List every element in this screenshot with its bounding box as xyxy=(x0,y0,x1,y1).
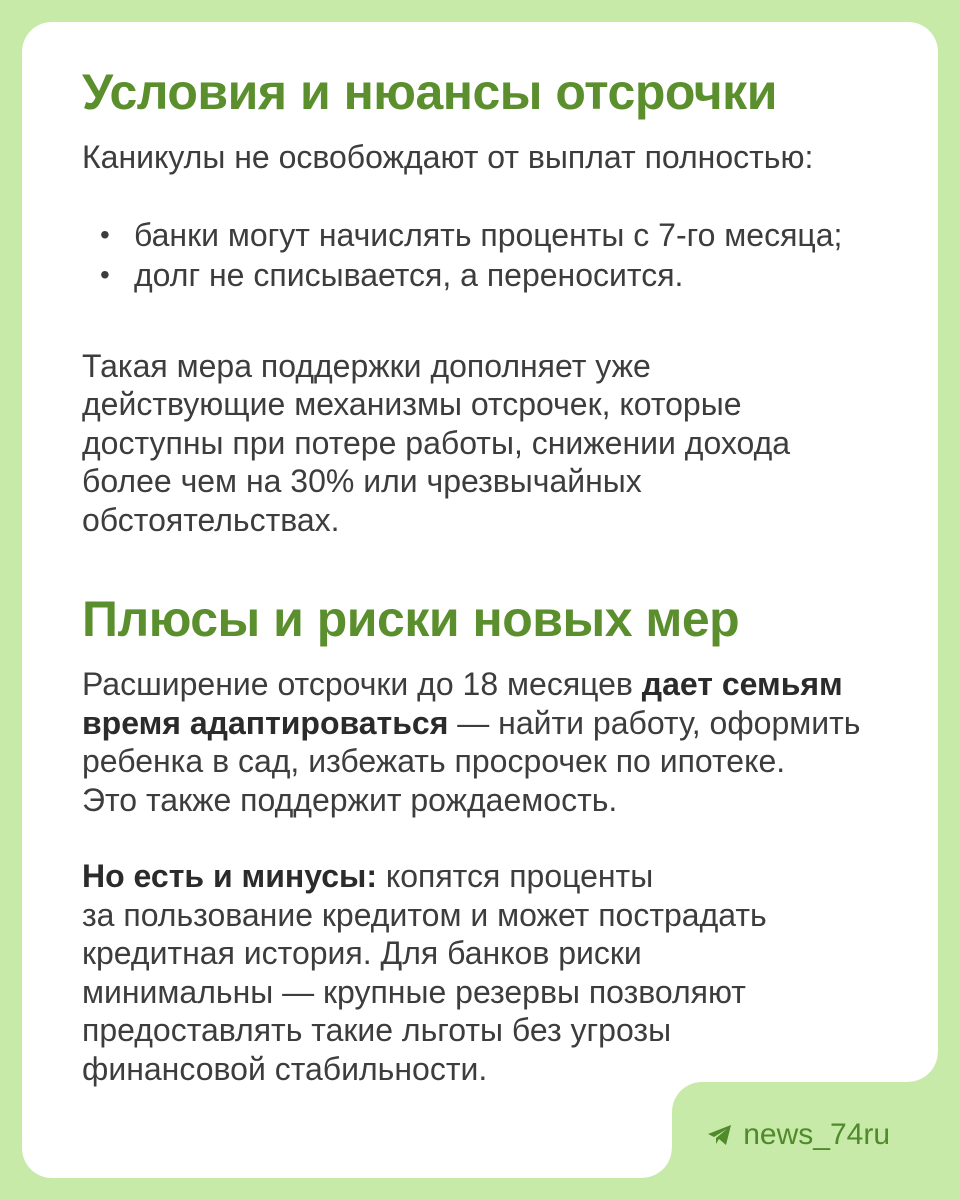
content-card xyxy=(22,22,938,1178)
article-content xyxy=(82,62,942,1088)
pros-paragraph: Расширение отсрочки до 18 месяцев дает семьям время адаптироваться — найти работу, оформить ребенка в сад, избежать просрочек по ипотеке. Это также поддержит рождаемость. xyxy=(82,666,861,818)
conditions-list xyxy=(82,215,942,295)
list-item: • долг не списывается, а переносится. xyxy=(100,256,684,293)
section-heading-pros-risks: Плюсы и риски новых мер xyxy=(82,591,740,647)
cons-paragraph: Но есть и минусы: копятся проценты за пользование кредитом и может пострадать кредитная история. Для банков риски минимальны — крупные резервы позволяют предоставлять такие льготы без угрозы финансовой стабильности. xyxy=(82,858,767,1087)
bullet-icon: • xyxy=(100,258,110,290)
list-item: • банки могут начислять проценты с 7-го месяца; xyxy=(100,216,843,253)
support-paragraph: Такая мера поддержки дополняет уже действующие механизмы отсрочек, которые доступны при потере работы, снижении дохода более чем на 30% или чрезвычайных обстоятельствах. xyxy=(82,347,791,538)
footer-tab xyxy=(672,1082,938,1178)
section-heading-conditions: Условия и нюансы отсрочки xyxy=(82,64,777,120)
brand-name: news_74ru xyxy=(743,1118,890,1151)
bullet-icon: • xyxy=(100,218,110,250)
intro-text: Каникулы не освобождают от выплат полностью: xyxy=(82,139,814,175)
telegram-icon xyxy=(707,1124,733,1146)
brand-link[interactable] xyxy=(707,1118,890,1152)
